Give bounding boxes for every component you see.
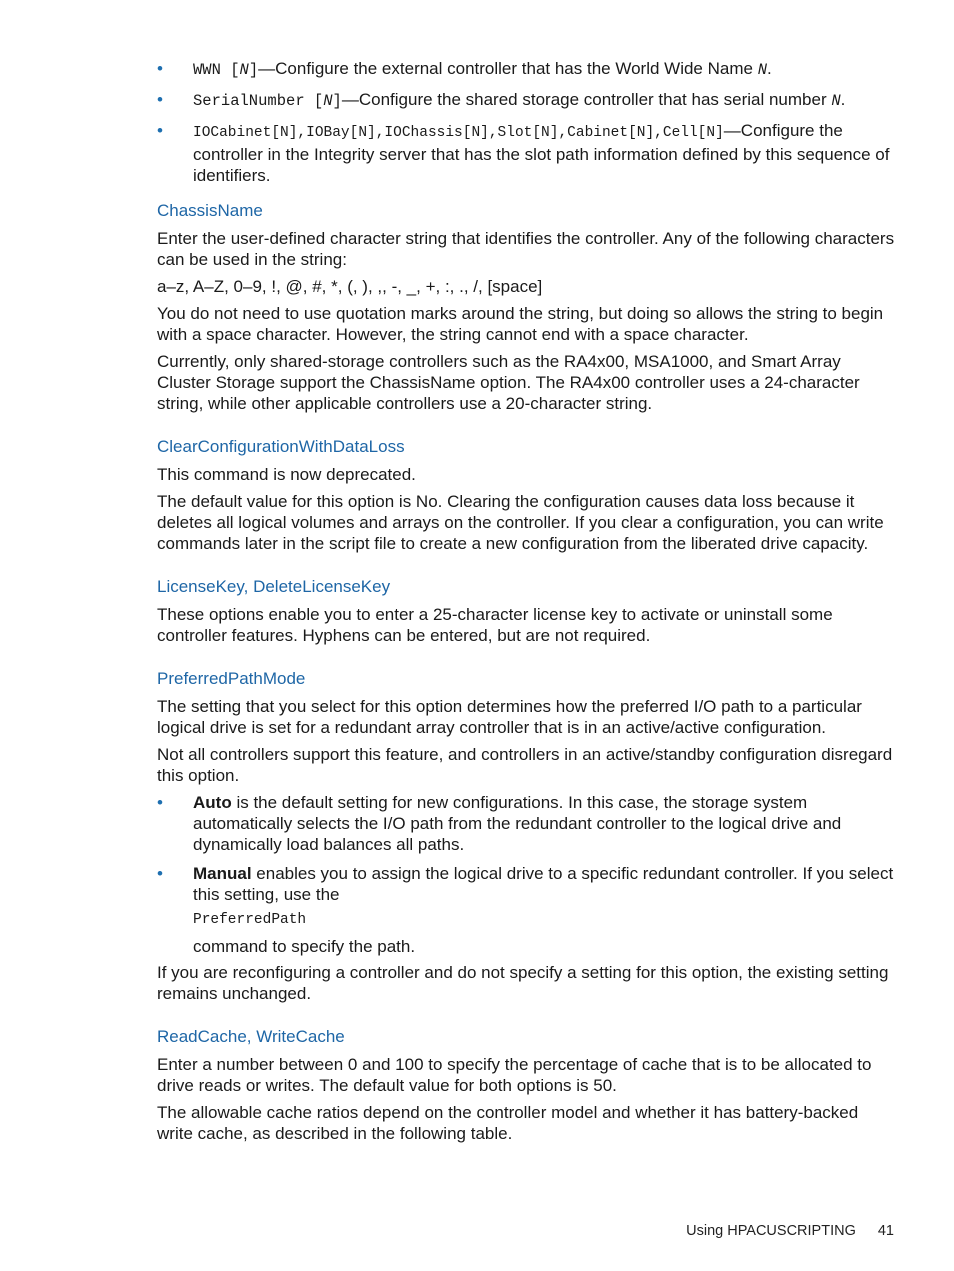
paragraph: Not all controllers support this feature, and controllers in an active/standby configuration disregard this option.	[157, 745, 893, 785]
paragraph: Enter a number between 0 and 100 to specify the percentage of cache that is to be allocated to drive reads or writes. The default value for both options is 50.	[157, 1055, 872, 1095]
code-term: SerialNumber [	[193, 92, 324, 110]
list-item	[157, 863, 897, 905]
code-param: N	[831, 92, 841, 110]
bullet-icon: •	[157, 59, 163, 78]
character-list: a–z, A–Z, 0–9, !, @, #, *, (, ), ,, -, _, +, :, ., /, [space]	[157, 277, 543, 296]
bullet-icon: •	[157, 793, 163, 812]
code-param: N	[323, 92, 333, 110]
paragraph: You do not need to use quotation marks around the string, but doing so allows the string to begin with a space character. However, the string cannot end with a space character.	[157, 304, 884, 344]
list-item	[157, 89, 897, 112]
code-param: N	[757, 61, 767, 79]
page-number: 41	[877, 1223, 894, 1239]
list-item	[157, 792, 897, 855]
code-term: ]	[332, 92, 342, 110]
list-item	[157, 58, 897, 81]
page-footer	[686, 1223, 894, 1239]
page-content	[157, 58, 897, 1150]
list-item-text: —Configure the external controller that has the World Wide Name	[258, 59, 758, 78]
option-label-manual: Manual	[193, 864, 252, 883]
code-param: N	[239, 61, 249, 79]
path-mode-bullet-list	[157, 792, 897, 905]
section-heading-preferredpathmode: PreferredPathMode	[157, 669, 306, 688]
bullet-icon: •	[157, 121, 163, 140]
list-item	[157, 120, 897, 186]
paragraph: If you are reconfiguring a controller and do not specify a setting for this option, the existing setting remains unchanged.	[157, 963, 889, 1003]
list-item-text: .	[767, 59, 772, 78]
code-term: IOCabinet[N],IOBay[N],IOChassis[N],Slot[N],Cabinet[N],Cell[N]	[193, 125, 724, 141]
code-term: ]	[248, 61, 259, 79]
bullet-icon: •	[157, 864, 163, 883]
paragraph: command to specify the path.	[193, 937, 416, 956]
paragraph: Currently, only shared-storage controllers such as the RA4x00, MSA1000, and Smart Array Cluster Storage support the ChassisName option. The RA4x00 controller uses a 24-character string, while other applicable controllers use a 20-character string.	[157, 352, 860, 413]
paragraph: The setting that you select for this option determines how the preferred I/O path to a particular logical drive is set for a redundant array controller that is in an active/active configuration.	[157, 697, 862, 737]
list-item-text: —Configure the shared storage controller that has serial number	[341, 90, 832, 109]
code-term: PreferredPath	[193, 912, 307, 928]
identifier-bullet-list	[157, 58, 897, 186]
paragraph: Enter the user-defined character string that identifies the controller. Any of the following characters can be used in the string:	[157, 229, 895, 269]
section-heading-cache: ReadCache, WriteCache	[157, 1027, 345, 1046]
list-item-text: —Configure the controller in the Integrity server that has the slot path information defined by this sequence of identifiers.	[193, 121, 890, 185]
list-item-text: enables you to assign the logical drive to a specific redundant controller. If you select this setting, use the	[193, 864, 894, 904]
bullet-icon: •	[157, 90, 163, 109]
code-term: WWN [	[193, 61, 240, 79]
option-label-auto: Auto	[193, 793, 232, 812]
list-item-text: .	[840, 90, 846, 109]
paragraph: The allowable cache ratios depend on the controller model and whether it has battery-backed write cache, as described in the following table.	[157, 1103, 859, 1143]
paragraph: The default value for this option is No. Clearing the configuration causes data loss because it deletes all logical volumes and arrays on the controller. If you clear a configuration, you can write commands later in the script file to create a new configuration from the liberated drive capacity.	[157, 492, 884, 553]
section-heading-licensekey: LicenseKey, DeleteLicenseKey	[157, 577, 391, 596]
paragraph: This command is now deprecated.	[157, 465, 416, 484]
paragraph: These options enable you to enter a 25-character license key to activate or uninstall some controller features. Hyphens can be entered, but are not required.	[157, 605, 833, 645]
section-heading-chassisname: ChassisName	[157, 201, 263, 220]
footer-label: Using HPACUSCRIPTING	[686, 1223, 856, 1239]
list-item-text: is the default setting for new configurations. In this case, the storage system automatically selects the I/O path from the redundant controller to the logical drive and dynamically load balances all paths.	[193, 793, 842, 854]
section-heading-clearconfiguration: ClearConfigurationWithDataLoss	[157, 437, 405, 456]
